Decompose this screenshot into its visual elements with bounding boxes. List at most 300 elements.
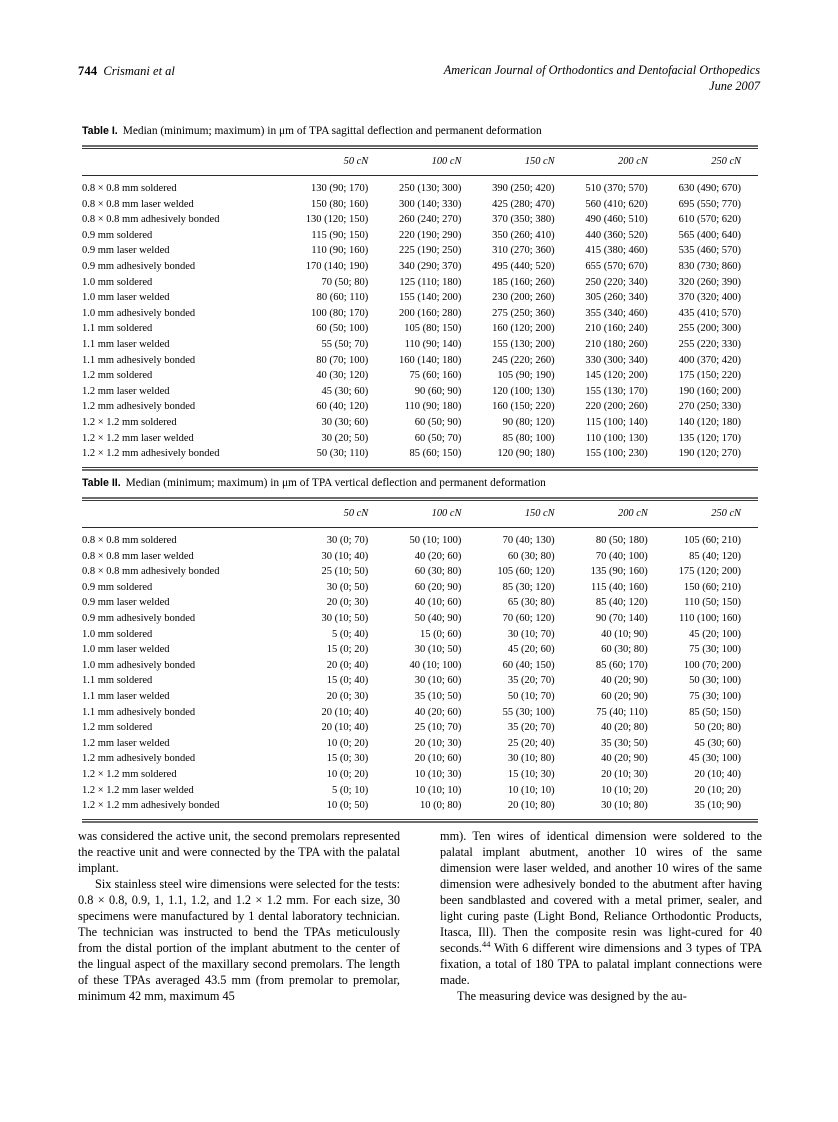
table-cell: 10 (10; 30) bbox=[414, 768, 462, 780]
row-label: 1.1 mm soldered bbox=[82, 323, 153, 335]
table-cell: 100 (70; 200) bbox=[683, 659, 741, 671]
table-cell: 85 (40; 120) bbox=[689, 550, 741, 562]
table-1-header-row bbox=[82, 149, 758, 175]
row-label: 0.8 × 0.8 mm laser welded bbox=[82, 550, 194, 562]
table-cell: 35 (10; 90) bbox=[694, 800, 741, 812]
table-row bbox=[82, 446, 758, 462]
row-label: 1.2 mm adhesively bonded bbox=[82, 401, 196, 413]
table-row bbox=[82, 290, 758, 306]
table-cell: 110 (90; 140) bbox=[404, 338, 462, 350]
table-cell: 60 (30; 80) bbox=[601, 644, 648, 656]
table-cell: 175 (120; 200) bbox=[678, 566, 741, 578]
table-row bbox=[82, 595, 758, 611]
table-cell: 90 (80; 120) bbox=[502, 416, 555, 428]
table-cell: 60 (30; 80) bbox=[507, 550, 555, 562]
table-1-col-header: 100 cN bbox=[431, 156, 462, 167]
table-cell: 830 (730; 860) bbox=[678, 260, 741, 272]
table-1-col-header: 250 cN bbox=[711, 156, 741, 167]
table-cell: 50 (10; 100) bbox=[409, 535, 462, 546]
running-head-left bbox=[78, 62, 175, 80]
table-1-stub-header bbox=[82, 149, 292, 175]
table-cell: 330 (300; 340) bbox=[585, 354, 648, 366]
issue-date: June 2007 bbox=[709, 79, 760, 93]
paragraph bbox=[440, 828, 762, 988]
table-cell: 35 (20; 70) bbox=[507, 722, 555, 734]
table-cell: 255 (220; 330) bbox=[678, 338, 741, 350]
row-label: 0.9 mm adhesively bonded bbox=[82, 260, 196, 272]
table-cell: 230 (200; 260) bbox=[492, 292, 555, 304]
table-cell: 20 (10; 60) bbox=[414, 753, 462, 765]
table-2-col-header: 150 cN bbox=[524, 508, 555, 519]
table-2-col-header: 200 cN bbox=[618, 508, 648, 519]
table-cell: 490 (460; 510) bbox=[585, 214, 648, 226]
table-1-title: Median (minimum; maximum) in μm of TPA sagittal deflection and permanent deformation bbox=[122, 125, 542, 137]
table-row bbox=[82, 533, 758, 549]
table-cell: 155 (140; 200) bbox=[398, 292, 462, 304]
table-row bbox=[82, 228, 758, 244]
table-cell: 40 (20; 90) bbox=[601, 675, 648, 687]
table-cell: 30 (10; 60) bbox=[414, 675, 462, 687]
table-cell: 50 (20; 80) bbox=[694, 722, 741, 734]
row-label: 1.0 mm adhesively bonded bbox=[82, 307, 196, 319]
table-row bbox=[82, 275, 758, 291]
table-cell: 155 (100; 230) bbox=[585, 448, 648, 460]
table-cell: 25 (10; 70) bbox=[414, 722, 462, 734]
table-cell: 300 (140; 330) bbox=[398, 198, 462, 210]
table-cell: 50 (30; 100) bbox=[689, 675, 741, 687]
table-cell: 20 (10; 20) bbox=[694, 784, 741, 796]
table-2-caption bbox=[82, 476, 758, 491]
table-cell: 90 (70; 140) bbox=[595, 612, 648, 624]
table-cell: 150 (60; 210) bbox=[683, 581, 741, 593]
table-cell: 15 (0; 60) bbox=[419, 628, 462, 640]
table-cell: 370 (320; 400) bbox=[678, 292, 741, 304]
table-cell: 130 (90; 170) bbox=[311, 183, 369, 194]
table-cell: 85 (80; 100) bbox=[502, 432, 555, 444]
table-cell: 30 (10; 70) bbox=[507, 628, 555, 640]
table-cell: 150 (80; 160) bbox=[311, 198, 369, 210]
table-cell: 115 (100; 140) bbox=[585, 416, 648, 428]
table-cell: 45 (20; 60) bbox=[507, 644, 555, 656]
table-row bbox=[82, 337, 758, 353]
table-cell: 10 (0; 80) bbox=[419, 800, 462, 812]
table-cell: 10 (0; 20) bbox=[326, 768, 369, 780]
table-1-body-table bbox=[82, 181, 758, 462]
table-1-block bbox=[82, 124, 758, 471]
table-cell: 400 (370; 420) bbox=[678, 354, 741, 366]
table-cell: 105 (60; 120) bbox=[497, 566, 555, 578]
table-cell: 350 (260; 410) bbox=[492, 229, 555, 241]
table-row bbox=[82, 705, 758, 721]
table-cell: 190 (120; 270) bbox=[678, 448, 741, 460]
table-cell: 210 (160; 240) bbox=[585, 323, 648, 335]
paragraph: was considered the active unit, the second premolars represented the reactive unit and were connected by the TPA with the palatal implant. bbox=[78, 829, 400, 875]
table-cell: 175 (150; 220) bbox=[678, 370, 741, 382]
table-row bbox=[82, 181, 758, 197]
table-row bbox=[82, 321, 758, 337]
table-cell: 10 (0; 20) bbox=[326, 737, 369, 749]
body-column-left bbox=[78, 828, 400, 1004]
table-cell: 105 (60; 210) bbox=[683, 535, 741, 546]
table-cell: 45 (30; 60) bbox=[321, 385, 369, 397]
body-text bbox=[78, 828, 762, 1058]
table-row bbox=[82, 431, 758, 447]
table-cell: 55 (30; 100) bbox=[502, 706, 555, 718]
table-2-col-header: 50 cN bbox=[343, 508, 369, 519]
table-cell: 40 (20; 60) bbox=[414, 550, 462, 562]
table-cell: 115 (40; 160) bbox=[590, 581, 648, 593]
table-2-body-table bbox=[82, 533, 758, 814]
table-cell: 510 (370; 570) bbox=[585, 183, 648, 194]
row-label: 1.2 × 1.2 mm adhesively bonded bbox=[82, 448, 220, 460]
table-row bbox=[82, 611, 758, 627]
row-label: 0.8 × 0.8 mm adhesively bonded bbox=[82, 566, 220, 578]
table-cell: 695 (550; 770) bbox=[678, 198, 741, 210]
table-cell: 20 (0; 30) bbox=[326, 597, 369, 609]
table-cell: 10 (10; 10) bbox=[414, 784, 462, 796]
table-cell: 20 (10; 80) bbox=[507, 800, 555, 812]
table-cell: 70 (50; 80) bbox=[321, 276, 369, 288]
table-cell: 340 (290; 370) bbox=[398, 260, 462, 272]
table-cell: 425 (280; 470) bbox=[492, 198, 555, 210]
table-row bbox=[82, 306, 758, 322]
table-cell: 85 (60; 170) bbox=[595, 659, 648, 671]
table-cell: 40 (10; 60) bbox=[414, 597, 462, 609]
row-label: 1.1 mm adhesively bonded bbox=[82, 706, 196, 718]
table-cell: 255 (200; 300) bbox=[678, 323, 741, 335]
table-cell: 30 (10; 50) bbox=[321, 612, 369, 624]
row-label: 0.8 × 0.8 mm soldered bbox=[82, 183, 177, 194]
table-row bbox=[82, 399, 758, 415]
table-row bbox=[82, 736, 758, 752]
row-label: 1.2 × 1.2 mm laser welded bbox=[82, 432, 194, 444]
running-head bbox=[78, 62, 760, 96]
table-cell: 70 (60; 120) bbox=[502, 612, 555, 624]
table-cell: 135 (120; 170) bbox=[678, 432, 741, 444]
table-cell: 40 (30; 120) bbox=[316, 370, 369, 382]
table-cell: 245 (220; 260) bbox=[492, 354, 555, 366]
table-2-stub-header bbox=[82, 501, 292, 527]
row-label: 1.0 mm laser welded bbox=[82, 644, 170, 656]
table-cell: 30 (10; 50) bbox=[414, 644, 462, 656]
table-row bbox=[82, 549, 758, 565]
table-1-col-header: 200 cN bbox=[618, 156, 648, 167]
row-label: 1.1 mm adhesively bonded bbox=[82, 354, 196, 366]
table-cell: 105 (80; 150) bbox=[404, 323, 462, 335]
table-cell: 60 (40; 120) bbox=[316, 401, 369, 413]
table-2-body bbox=[82, 533, 758, 814]
table-row bbox=[82, 767, 758, 783]
table-cell: 15 (0; 20) bbox=[326, 644, 369, 656]
table-cell: 130 (120; 150) bbox=[305, 214, 369, 226]
page-number: 744 bbox=[78, 64, 98, 78]
table-cell: 610 (570; 620) bbox=[678, 214, 741, 226]
table-cell: 85 (30; 120) bbox=[502, 581, 555, 593]
table-cell: 35 (30; 50) bbox=[601, 737, 648, 749]
table-cell: 85 (40; 120) bbox=[595, 597, 648, 609]
table-cell: 5 (0; 40) bbox=[332, 628, 369, 640]
table-cell: 25 (10; 50) bbox=[321, 566, 369, 578]
row-label: 0.9 mm soldered bbox=[82, 229, 153, 241]
table-cell: 40 (20; 90) bbox=[601, 753, 648, 765]
table-cell: 70 (40; 100) bbox=[595, 550, 648, 562]
table-cell: 310 (270; 360) bbox=[492, 245, 555, 257]
table-row bbox=[82, 197, 758, 213]
table-cell: 160 (150; 220) bbox=[492, 401, 555, 413]
paragraph: The measuring device was designed by the au- bbox=[457, 989, 687, 1003]
table-1-bottom-rule bbox=[82, 467, 758, 471]
table-cell: 305 (260; 340) bbox=[585, 292, 648, 304]
table-cell: 270 (250; 330) bbox=[678, 401, 741, 413]
table-cell: 20 (10; 40) bbox=[321, 706, 369, 718]
table-cell: 630 (490; 670) bbox=[678, 183, 741, 194]
table-cell: 220 (200; 260) bbox=[585, 401, 648, 413]
table-cell: 145 (120; 200) bbox=[585, 370, 648, 382]
table-cell: 370 (350; 380) bbox=[492, 214, 555, 226]
table-cell: 80 (50; 180) bbox=[595, 535, 648, 546]
row-label: 0.8 × 0.8 mm soldered bbox=[82, 535, 177, 546]
table-cell: 10 (10; 10) bbox=[507, 784, 555, 796]
row-label: 0.9 mm laser welded bbox=[82, 597, 170, 609]
table-1-label: Table I. bbox=[82, 125, 118, 137]
row-label: 1.2 × 1.2 mm laser welded bbox=[82, 784, 194, 796]
row-label: 1.1 mm soldered bbox=[82, 675, 153, 687]
table-row bbox=[82, 642, 758, 658]
table-cell: 30 (30; 60) bbox=[321, 416, 369, 428]
table-row bbox=[82, 353, 758, 369]
row-label: 1.0 mm adhesively bonded bbox=[82, 659, 196, 671]
table-2 bbox=[82, 501, 758, 527]
running-head-authors: Crismani et al bbox=[103, 64, 175, 78]
running-head-right bbox=[444, 62, 760, 94]
table-row bbox=[82, 564, 758, 580]
table-cell: 75 (30; 100) bbox=[689, 644, 741, 656]
table-cell: 20 (10; 30) bbox=[414, 737, 462, 749]
table-cell: 60 (50; 90) bbox=[414, 416, 462, 428]
table-row bbox=[82, 783, 758, 799]
table-cell: 225 (190; 250) bbox=[398, 245, 462, 257]
table-cell: 535 (460; 570) bbox=[678, 245, 741, 257]
table-cell: 30 (10; 40) bbox=[321, 550, 369, 562]
table-cell: 120 (90; 180) bbox=[497, 448, 555, 460]
table-cell: 20 (0; 40) bbox=[326, 659, 369, 671]
table-row bbox=[82, 627, 758, 643]
table-row bbox=[82, 384, 758, 400]
row-label: 1.2 mm adhesively bonded bbox=[82, 753, 196, 765]
table-row bbox=[82, 580, 758, 596]
row-label: 1.2 × 1.2 mm soldered bbox=[82, 768, 177, 780]
row-label: 1.2 mm laser welded bbox=[82, 737, 170, 749]
table-cell: 75 (60; 160) bbox=[409, 370, 462, 382]
table-cell: 60 (50; 100) bbox=[316, 323, 369, 335]
table-2-col-header: 250 cN bbox=[711, 508, 741, 519]
table-1-caption bbox=[82, 124, 758, 139]
table-cell: 250 (130; 300) bbox=[398, 183, 462, 194]
table-cell: 60 (40; 150) bbox=[502, 659, 555, 671]
table-cell: 20 (0; 30) bbox=[326, 690, 369, 702]
table-2-head bbox=[82, 501, 758, 527]
table-2-col-header: 100 cN bbox=[431, 508, 462, 519]
table-cell: 110 (100; 130) bbox=[585, 432, 648, 444]
table-row bbox=[82, 720, 758, 736]
table-cell: 35 (10; 50) bbox=[414, 690, 462, 702]
table-cell: 190 (160; 200) bbox=[678, 385, 741, 397]
table-row bbox=[82, 751, 758, 767]
table-cell: 40 (10; 100) bbox=[409, 659, 462, 671]
table-cell: 30 (0; 50) bbox=[326, 581, 369, 593]
table-cell: 25 (20; 40) bbox=[507, 737, 555, 749]
table-cell: 45 (30; 60) bbox=[694, 737, 741, 749]
row-label: 0.9 mm soldered bbox=[82, 581, 153, 593]
paragraph-text: mm). Ten wires of identical dimension were soldered to the palatal implant abutment, another 10 wires of the same dimension were laser welded, and another 10 wires of the same dimension were adhesively bonded to the abutment after having been sandblasted and covered with a metal primer, sealer, and light curing paste (Light Bond, Reliance Orthodontic Products, Itasca, Ill). Then the composite resin was light-cured for 40 seconds. bbox=[440, 829, 762, 955]
table-row bbox=[82, 243, 758, 259]
table-cell: 20 (10; 30) bbox=[601, 768, 648, 780]
table-row bbox=[82, 259, 758, 275]
table-cell: 110 (100; 160) bbox=[678, 612, 741, 624]
table-cell: 50 (40; 90) bbox=[414, 612, 462, 624]
table-cell: 60 (50; 70) bbox=[414, 432, 462, 444]
table-cell: 560 (410; 620) bbox=[585, 198, 648, 210]
table-cell: 155 (130; 170) bbox=[585, 385, 648, 397]
table-cell: 110 (50; 150) bbox=[684, 597, 741, 609]
row-label: 1.1 mm laser welded bbox=[82, 338, 170, 350]
table-cell: 115 (90; 150) bbox=[311, 229, 369, 241]
table-cell: 55 (50; 70) bbox=[321, 338, 369, 350]
table-row bbox=[82, 689, 758, 705]
row-label: 0.8 × 0.8 mm adhesively bonded bbox=[82, 214, 220, 226]
table-cell: 40 (10; 90) bbox=[601, 628, 648, 640]
footnote-reference: 44 bbox=[482, 939, 491, 949]
table-cell: 275 (250; 360) bbox=[492, 307, 555, 319]
table-cell: 250 (220; 340) bbox=[585, 276, 648, 288]
table-row bbox=[82, 368, 758, 384]
table-2-title: Median (minimum; maximum) in μm of TPA vertical deflection and permanent deformation bbox=[125, 477, 546, 489]
table-cell: 60 (20; 90) bbox=[601, 690, 648, 702]
table-cell: 60 (30; 80) bbox=[414, 566, 462, 578]
table-cell: 50 (30; 110) bbox=[316, 448, 369, 460]
table-cell: 220 (190; 290) bbox=[398, 229, 462, 241]
table-row bbox=[82, 673, 758, 689]
table-1-head bbox=[82, 149, 758, 175]
table-cell: 440 (360; 520) bbox=[585, 229, 648, 241]
body-column-right bbox=[440, 828, 762, 1004]
table-2-label: Table II. bbox=[82, 477, 121, 489]
table-cell: 85 (60; 150) bbox=[409, 448, 462, 460]
table-cell: 10 (0; 50) bbox=[326, 800, 369, 812]
table-row bbox=[82, 212, 758, 228]
row-label: 0.9 mm laser welded bbox=[82, 245, 170, 257]
table-cell: 45 (20; 100) bbox=[689, 628, 741, 640]
table-cell: 30 (10; 80) bbox=[601, 800, 648, 812]
table-2-header-row bbox=[82, 501, 758, 527]
table-cell: 70 (40; 130) bbox=[502, 535, 555, 546]
table-cell: 210 (180; 260) bbox=[585, 338, 648, 350]
table-cell: 155 (130; 200) bbox=[492, 338, 555, 350]
table-cell: 60 (20; 90) bbox=[414, 581, 462, 593]
paragraph: Six stainless steel wire dimensions were selected for the tests: 0.8 × 0.8, 0.9, 1, 1.1, 1.2, and 1.2 × 1.2 mm. For each size, 30 specimens were manufactured by 1 dental laboratory technician. The technician was instructed to bend the TPAs meticulously from the distal portion of the implant abutment to the center of the lingual aspect of the maxillary second premolars. The length of these TPAs averaged 43.5 mm (from premolar to premolar, minimum 42 mm, maximum 45 bbox=[78, 877, 400, 1003]
table-row bbox=[82, 415, 758, 431]
table-cell: 160 (140; 180) bbox=[398, 354, 462, 366]
table-cell: 80 (60; 110) bbox=[316, 292, 369, 304]
table-cell: 320 (260; 390) bbox=[678, 276, 741, 288]
table-cell: 260 (240; 270) bbox=[398, 214, 462, 226]
table-cell: 50 (10; 70) bbox=[507, 690, 555, 702]
table-cell: 390 (250; 420) bbox=[492, 183, 555, 194]
table-cell: 80 (70; 100) bbox=[316, 354, 369, 366]
row-label: 1.2 mm laser welded bbox=[82, 385, 170, 397]
table-cell: 655 (570; 670) bbox=[585, 260, 648, 272]
row-label: 1.2 × 1.2 mm soldered bbox=[82, 416, 177, 428]
table-row bbox=[82, 658, 758, 674]
table-1-col-header: 150 cN bbox=[524, 156, 555, 167]
table-cell: 35 (20; 70) bbox=[507, 675, 555, 687]
table-cell: 110 (90; 160) bbox=[311, 245, 369, 257]
table-cell: 15 (0; 40) bbox=[326, 675, 369, 687]
table-cell: 30 (0; 70) bbox=[326, 535, 369, 546]
table-row bbox=[82, 798, 758, 814]
table-cell: 65 (30; 80) bbox=[507, 597, 555, 609]
table-cell: 45 (30; 100) bbox=[689, 753, 741, 765]
table-cell: 40 (20; 80) bbox=[601, 722, 648, 734]
table-cell: 495 (440; 520) bbox=[492, 260, 555, 272]
table-cell: 185 (160; 260) bbox=[492, 276, 555, 288]
table-cell: 75 (30; 100) bbox=[689, 690, 741, 702]
table-2-block bbox=[82, 476, 758, 823]
table-cell: 30 (20; 50) bbox=[321, 432, 369, 444]
table-cell: 30 (10; 80) bbox=[507, 753, 555, 765]
table-cell: 100 (80; 170) bbox=[311, 307, 369, 319]
table-cell: 5 (0; 10) bbox=[332, 784, 369, 796]
table-cell: 125 (110; 180) bbox=[399, 276, 462, 288]
table-cell: 15 (0; 30) bbox=[326, 753, 369, 765]
table-cell: 415 (380; 460) bbox=[585, 245, 648, 257]
table-cell: 565 (400; 640) bbox=[678, 229, 741, 241]
table-cell: 85 (50; 150) bbox=[689, 706, 741, 718]
paragraph-text: With 6 different wire dimensions and 3 types of TPA fixation, a total of 180 TPA to palatal implant connections were made. bbox=[440, 941, 762, 987]
table-cell: 170 (140; 190) bbox=[305, 260, 369, 272]
table-cell: 20 (10; 40) bbox=[694, 768, 741, 780]
table-cell: 200 (160; 280) bbox=[398, 307, 462, 319]
table-cell: 355 (340; 460) bbox=[585, 307, 648, 319]
table-cell: 40 (20; 60) bbox=[414, 706, 462, 718]
table-cell: 120 (100; 130) bbox=[492, 385, 555, 397]
row-label: 0.8 × 0.8 mm laser welded bbox=[82, 198, 194, 210]
table-cell: 75 (40; 110) bbox=[596, 706, 648, 718]
table-cell: 90 (60; 90) bbox=[414, 385, 462, 397]
journal-title: American Journal of Orthodontics and Dentofacial Orthopedics bbox=[443, 63, 760, 77]
row-label: 0.9 mm adhesively bonded bbox=[82, 612, 196, 624]
table-cell: 110 (90; 180) bbox=[404, 401, 462, 413]
row-label: 1.2 mm soldered bbox=[82, 370, 153, 382]
row-label: 1.1 mm laser welded bbox=[82, 690, 170, 702]
table-cell: 10 (10; 20) bbox=[601, 784, 648, 796]
row-label: 1.0 mm laser welded bbox=[82, 292, 170, 304]
table-cell: 15 (10; 30) bbox=[507, 768, 555, 780]
table-2-bottom-rule bbox=[82, 819, 758, 823]
table-1-body bbox=[82, 181, 758, 462]
table-cell: 135 (90; 160) bbox=[590, 566, 648, 578]
table-1 bbox=[82, 149, 758, 175]
row-label: 1.2 × 1.2 mm adhesively bonded bbox=[82, 800, 220, 812]
table-cell: 140 (120; 180) bbox=[678, 416, 741, 428]
table-cell: 20 (10; 40) bbox=[321, 722, 369, 734]
row-label: 1.0 mm soldered bbox=[82, 628, 153, 640]
table-cell: 105 (90; 190) bbox=[497, 370, 555, 382]
table-1-col-header: 50 cN bbox=[343, 156, 369, 167]
table-cell: 160 (120; 200) bbox=[492, 323, 555, 335]
row-label: 1.0 mm soldered bbox=[82, 276, 153, 288]
table-cell: 435 (410; 570) bbox=[678, 307, 741, 319]
